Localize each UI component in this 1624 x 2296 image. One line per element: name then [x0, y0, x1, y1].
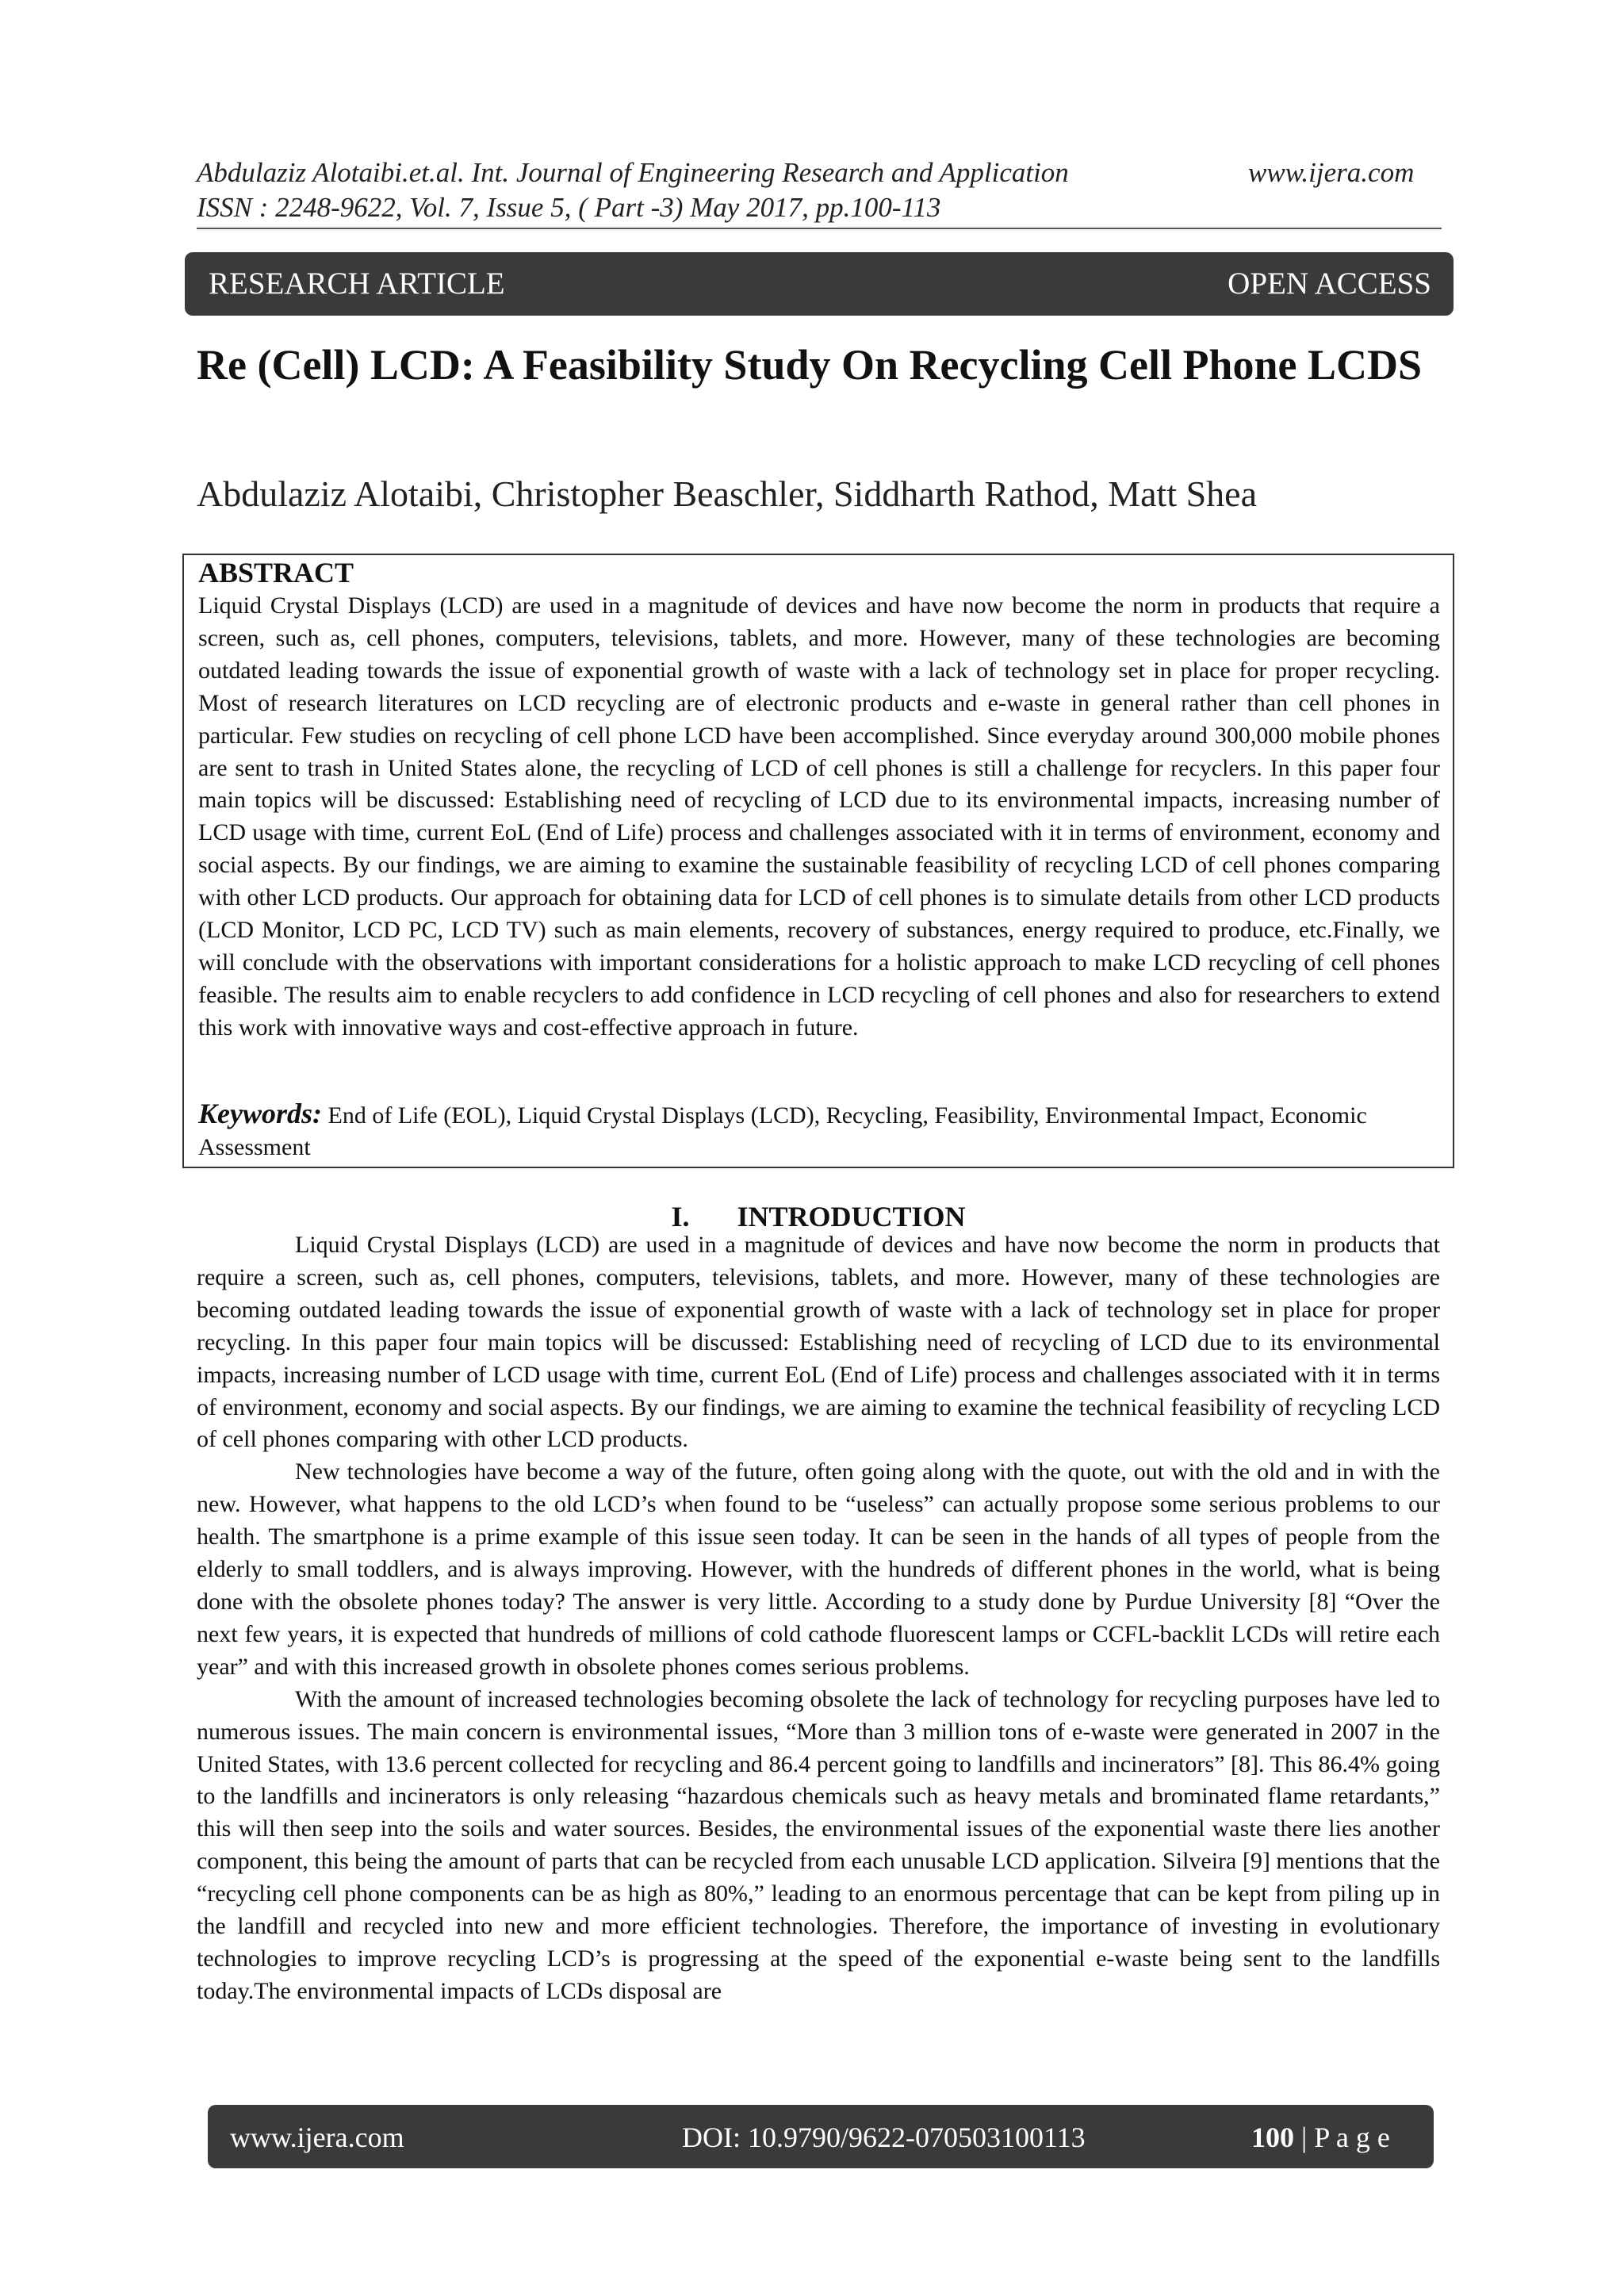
keywords	[198, 1098, 1440, 1163]
abstract-heading: ABSTRACT	[198, 557, 354, 588]
page-label: | P a g e	[1294, 2122, 1390, 2153]
keywords-label: Keywords:	[198, 1098, 322, 1129]
issn-line: ISSN : 2248-9622, Vol. 7, Issue 5, ( Part -3) May 2017, pp.100-113	[197, 192, 941, 223]
footer-website[interactable]: www.ijera.com	[230, 2122, 404, 2153]
article-type-banner	[185, 252, 1454, 316]
footer-doi[interactable]: DOI: 10.9790/9622-070503100113	[682, 2122, 1086, 2153]
paragraph: New technologies have become a way of the future, often going along with the quote, out with the old and in with the new. However, what happens to the old LCD’s when found to be “useless” can actually propose some serious problems to our health. The smartphone is a prime example of this issue seen today. It can be seen in the hands of all types of people from the elderly to small toddlers, and is always improving. However, with the hundreds of different phones in the world, what is being done with the obsolete phones today? The answer is very little. According to a study done by Purdue University [8] “Over the next few years, it is expected that hundreds of millions of cold cathode fluorescent lamps or CCFL-backlit LCDs will retire each year” and with this increased growth in obsolete phones comes serious problems.	[197, 1458, 1440, 1680]
article-title: Re (Cell) LCD: A Feasibility Study On Recycling Cell Phone LCDS	[197, 341, 1423, 389]
page-indicator	[1251, 2121, 1390, 2154]
journal-website[interactable]: www.ijera.com	[1248, 157, 1415, 188]
section-number: I.	[671, 1201, 690, 1232]
section-title: INTRODUCTION	[737, 1201, 966, 1232]
research-article-label: RESEARCH ARTICLE	[209, 266, 505, 301]
introduction-body	[197, 1229, 1440, 2008]
page-number: 100	[1251, 2122, 1294, 2153]
open-access-label: OPEN ACCESS	[1228, 266, 1431, 301]
author-list: Abdulaziz Alotaibi, Christopher Beaschler, Siddharth Rathod, Matt Shea	[197, 473, 1258, 514]
page-footer	[208, 2105, 1434, 2168]
journal-citation: Abdulaziz Alotaibi.et.al. Int. Journal of Engineering Research and Application	[197, 157, 1069, 188]
paragraph: With the amount of increased technologies becoming obsolete the lack of technology for recycling purposes have led to numerous issues. The main concern is environmental issues, “More than 3 million tons of e-waste were generated in 2007 in the United States, with 13.6 percent collected for recycling and 86.4 percent going to landfills and incinerators” [8]. This 86.4% going to the landfills and incinerators is only releasing “hazardous chemicals such as heavy metals and brominated flame retardants,” this will then seep into the soils and water sources. Besides, the environmental issues of the exponential waste there lies another component, this being the amount of parts that can be recycled from each unusable LCD application. Silveira [9] mentions that the “recycling cell phone components can be as high as 80%,” leading to an enormous percentage that can be kept from piling up in the landfill and recycled into new and more efficient technologies. Therefore, the importance of investing in evolutionary technologies to improve recycling LCD’s is progressing at the speed of the exponential e-waste being sent to the landfills today.The environmental impacts of LCDs disposal are	[197, 1685, 1440, 2004]
paragraph: Liquid Crystal Displays (LCD) are used in a magnitude of devices and have now become the norm in products that require a screen, such as, cell phones, computers, televisions, tablets, and more. However, many of these technologies are becoming outdated leading towards the issue of exponential growth of waste with a lack of technology set in place for proper recycling. In this paper four main topics will be discussed: Establishing need of recycling of LCD due to its environmental impacts, increasing number of LCD usage with time, current EoL (End of Life) process and challenges associated with it in terms of environment, economy and social aspects. By our findings, we are aiming to examine the technical feasibility of recycling LCD of cell phones comparing with other LCD products.	[197, 1232, 1440, 1453]
header-rule	[197, 228, 1442, 229]
abstract-text: Liquid Crystal Displays (LCD) are used in a magnitude of devices and have now become the norm in products that require a screen, such as, cell phones, computers, televisions, tablets, and more. However, many of these technologies are becoming outdated leading towards the issue of exponential growth of waste with a lack of technology set in place for proper recycling. Most of research literatures on LCD recycling are of electronic products and e-waste in general rather than cell phones in particular. Few studies on recycling of cell phone LCD have been accomplished. Since everyday around 300,000 mobile phones are sent to trash in United States alone, the recycling of LCD of cell phones is still a challenge for recyclers. In this paper four main topics will be discussed: Establishing need of recycling of LCD due to its environmental impacts, increasing number of LCD usage with time, current EoL (End of Life) process and challenges associated with it in terms of environment, economy and social aspects. By our findings, we are aiming to examine the sustainable feasibility of recycling LCD of cell phones comparing with other LCD products. Our approach for obtaining data for LCD of cell phones is to simulate details from other LCD products (LCD Monitor, LCD PC, LCD TV) such as main elements, recovery of substances, energy required to produce, etc.Finally, we will conclude with the observations with important considerations for a holistic approach to make LCD recycling of cell phones feasible. The results aim to enable recyclers to add confidence in LCD recycling of cell phones and also for researchers to extend this work with innovative ways and cost-effective approach in future.	[198, 592, 1440, 1041]
keywords-text: End of Life (EOL), Liquid Crystal Displays (LCD), Recycling, Feasibility, Environmental Impact, Economic Assessment	[198, 1102, 1367, 1160]
